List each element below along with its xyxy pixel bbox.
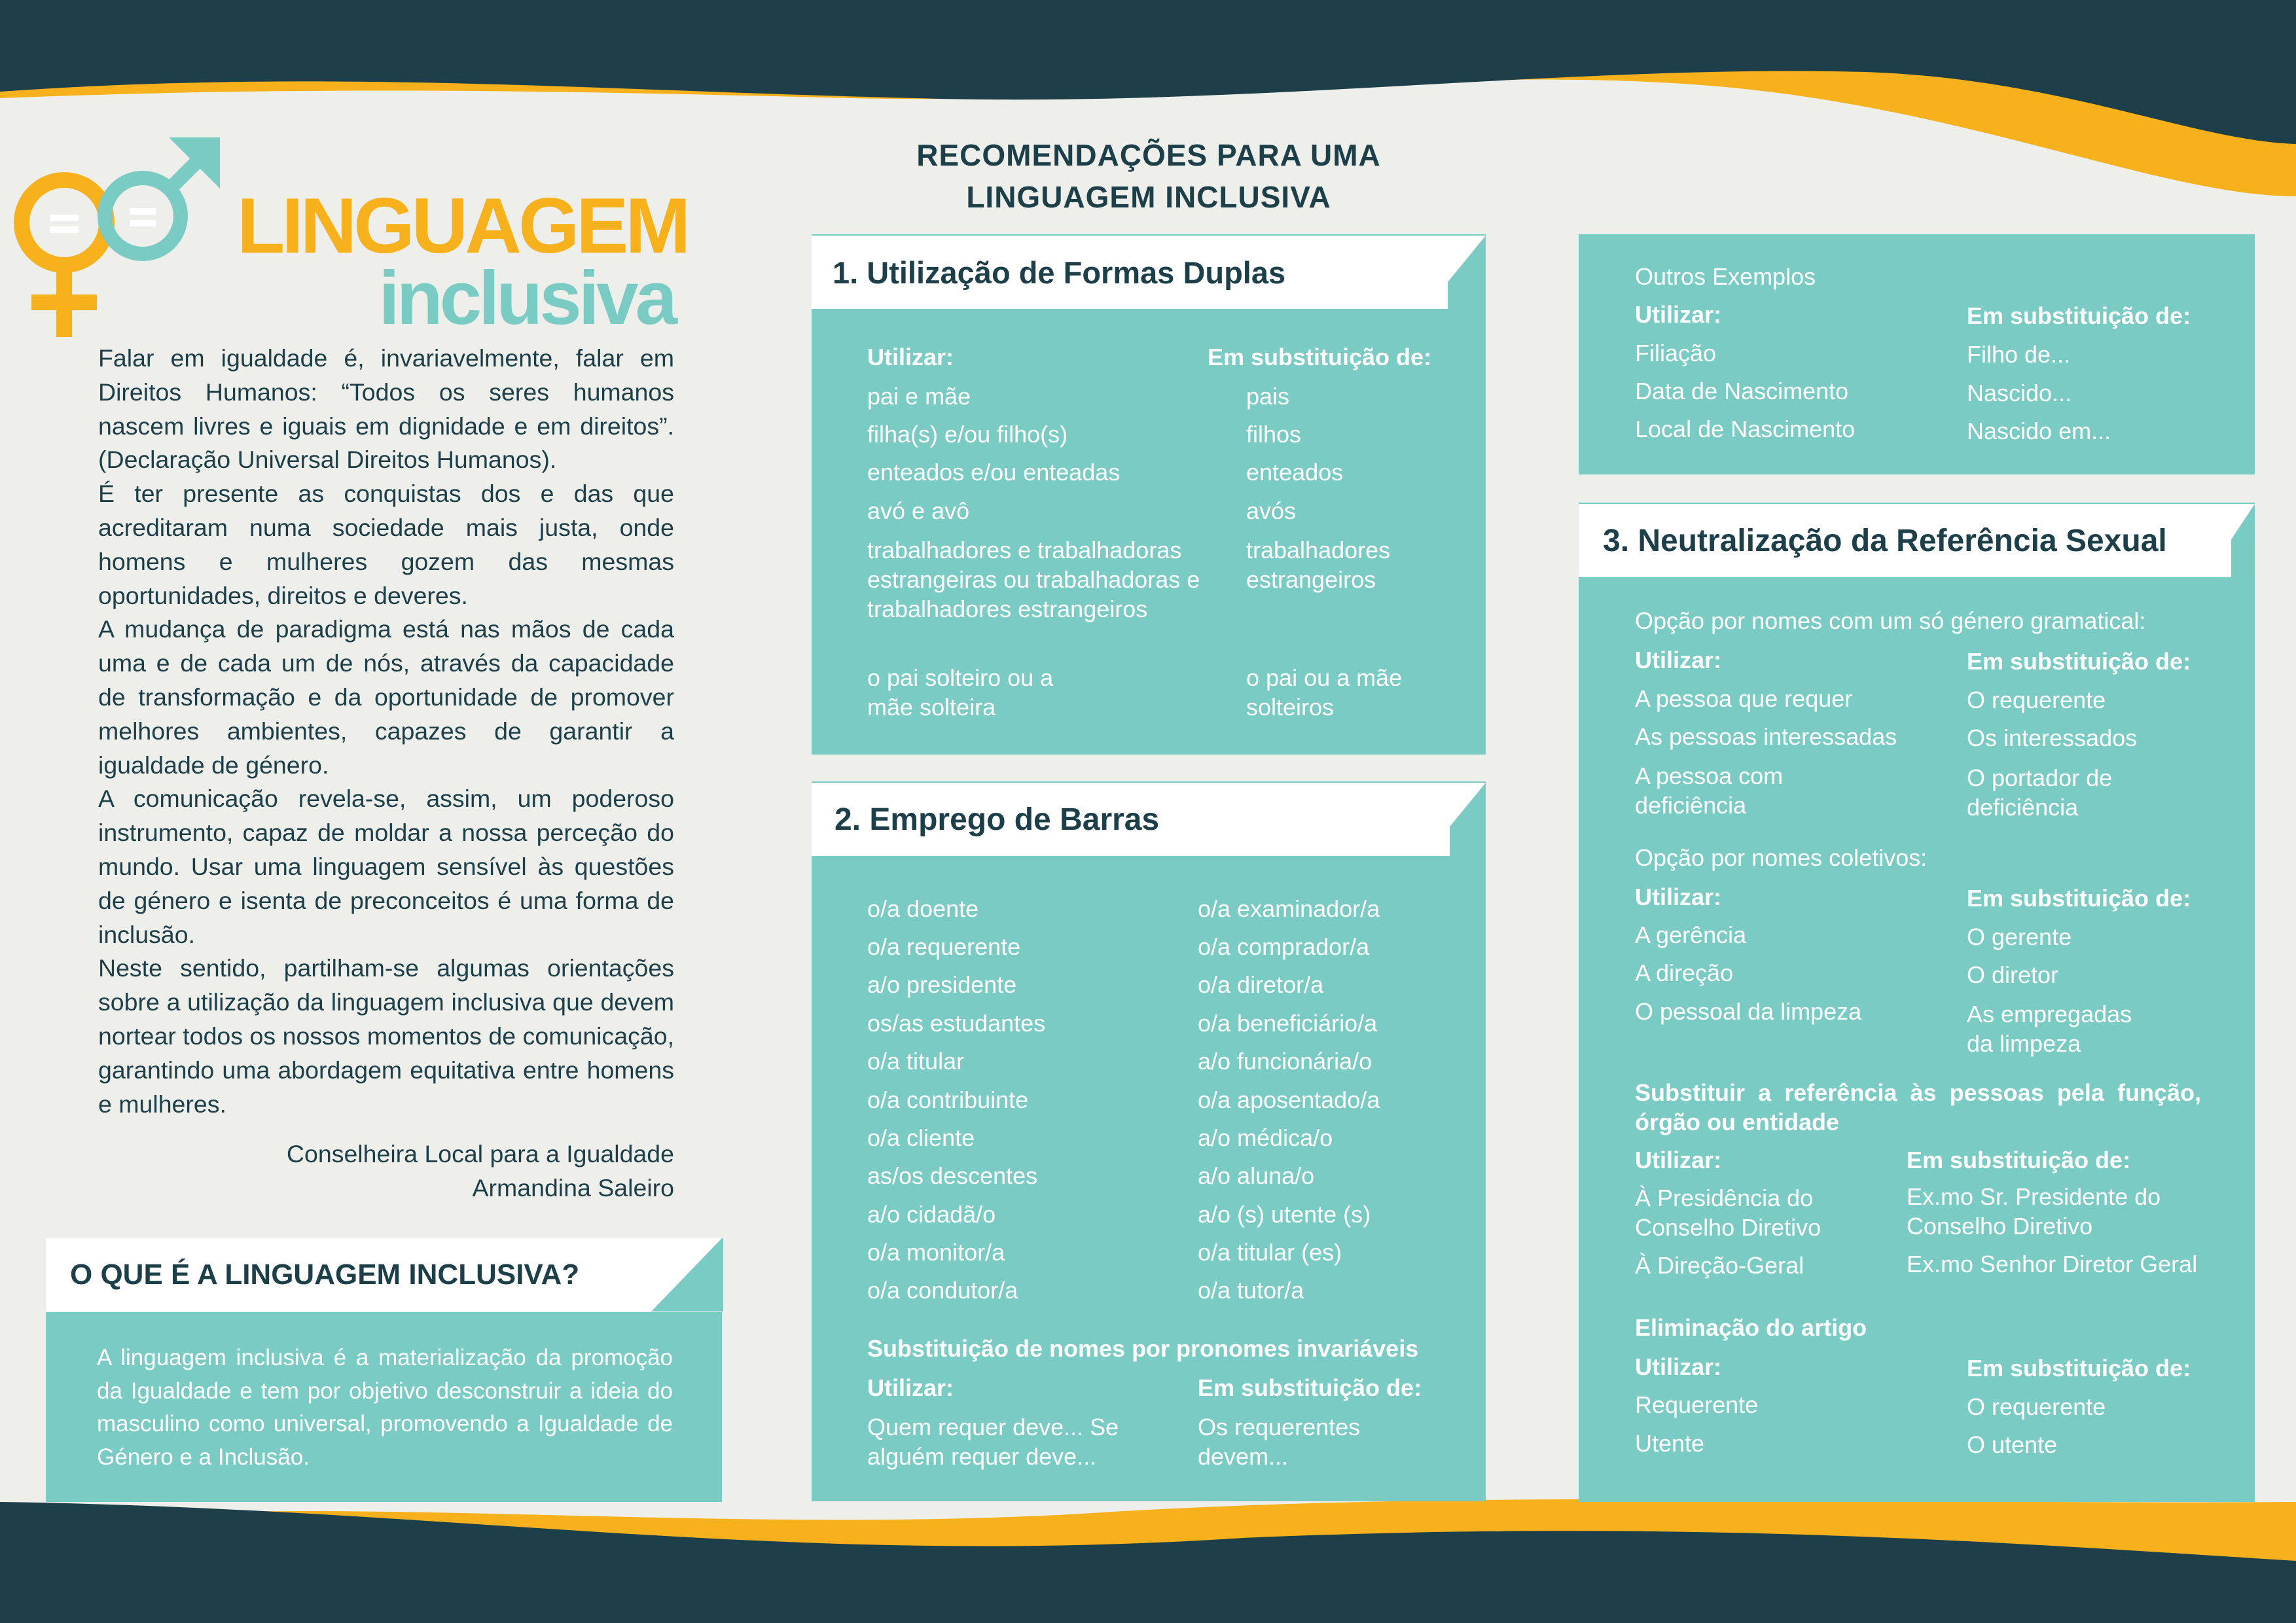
section1-col-instead: Em substituição de: [1208, 344, 1432, 370]
s1-instead-4: trabalhadores estrangeiros [1246, 537, 1391, 593]
s2-pronouns-heading: Substituição de nomes por pronomes invariáveis [867, 1335, 1419, 1362]
s3-col-use: Utilizar: [1635, 1147, 1722, 1173]
s2-left-0: o/a doente [867, 895, 979, 922]
signature [98, 1137, 674, 1205]
other-examples-heading: Outros Exemplos [1635, 263, 1816, 290]
heading-tab-corner [1427, 783, 1486, 855]
s3-g1-use-1: A direção [1635, 959, 1734, 986]
s2-right-1: o/a comprador/a [1198, 933, 1370, 960]
intro-paragraph: Falar em igualdade é, invariavelmente, falar em Direitos Humanos: “Todos os seres humanos nascem livres e iguais em dignidade e em direitos”. (Declaração Universal Direitos Humanos). [98, 344, 674, 474]
s3-g1-use-0: A gerência [1635, 921, 1747, 948]
s2-col-use: Utilizar: [867, 1374, 954, 1401]
s3-col-instead: Em substituição de: [1967, 1355, 2191, 1382]
heading-tab-corner [651, 1238, 723, 1311]
recommendations-title [812, 134, 1486, 218]
heading-tab-corner [1427, 236, 1486, 308]
s1-instead-0: pais [1246, 383, 1290, 410]
s2-right-5: o/a aposentado/a [1198, 1086, 1380, 1113]
logo-word-inclusiva: inclusiva [378, 255, 674, 340]
definition-heading-tab [46, 1238, 675, 1311]
s2-left-1: o/a requerente [867, 933, 1021, 960]
logo-wordmark [237, 182, 688, 340]
s3-g0-use-0: A pessoa que requer [1635, 685, 1853, 712]
s3-g1-instead-1: O diretor [1967, 961, 2059, 988]
s2-left-7: as/os descentes [867, 1162, 1038, 1189]
other-use-1: Data de Nascimento [1635, 378, 1849, 404]
s2-right-2: o/a diretor/a [1198, 971, 1324, 998]
s2-right-8: a/o (s) utente (s) [1198, 1201, 1371, 1228]
s2-right-6: a/o médica/o [1198, 1124, 1333, 1151]
definition-text: A linguagem inclusiva é a materialização da promoção da Igualdade e tem por objetivo desconstruir a ideia do masculino como universal, promovendo a Igualdade de Género e a Inclusão. [97, 1345, 673, 1470]
s2-right-3: o/a beneficiário/a [1198, 1010, 1378, 1037]
section3-heading-tab [1579, 504, 2231, 577]
section1-col-use: Utilizar: [867, 344, 954, 370]
s1-use-3: avó e avô [867, 497, 970, 524]
s3-group-title: Substituir a referência às pessoas pela função, órgão ou entidade [1635, 1079, 2201, 1135]
definition-heading: O QUE É A LINGUAGEM INCLUSIVA? [70, 1258, 580, 1291]
s2-right-0: o/a examinador/a [1198, 895, 1380, 922]
section3-heading: 3. Neutralização da Referência Sexual [1603, 523, 2167, 558]
intro-paragraph: A comunicação revela-se, assim, um poderoso instrumento, capaz de moldar a nossa perceção do mundo. Usar uma linguagem sensível às questões de género e isenta de preconceitos é uma forma de inclusão. [98, 785, 674, 948]
s2-col-instead: Em substituição de: [1198, 1374, 1422, 1401]
section1-heading: 1. Utilização de Formas Duplas [833, 255, 1286, 290]
s2-left-3: os/as estudantes [867, 1010, 1046, 1037]
gender-equality-symbols-icon [12, 131, 228, 347]
s1-use-0: pai e mãe [867, 383, 971, 410]
s3-g0-instead-0: O requerente [1967, 687, 2106, 713]
s2-left-10: o/a condutor/a [867, 1277, 1018, 1304]
s3-g3-instead-0: O requerente [1967, 1393, 2106, 1420]
s1-instead-2: enteados [1246, 459, 1344, 486]
section2-heading: 2. Emprego de Barras [834, 802, 1160, 837]
intro-paragraph: Neste sentido, partilham-se algumas orientações sobre a utilização da linguagem inclusiva que devem nortear todos os nossos momentos de comunicação, garantindo uma abordagem equitativa entre homens e mulheres. [98, 954, 674, 1118]
s1-use-1: filha(s) e/ou filho(s) [867, 421, 1068, 448]
s2-right-7: a/o aluna/o [1198, 1162, 1315, 1189]
s3-col-instead: Em substituição de: [1967, 885, 2191, 912]
s3-g3-instead-1: O utente [1967, 1431, 2058, 1458]
other-use-0: Filiação [1635, 340, 1717, 366]
section1-heading-tab [812, 236, 1448, 309]
s3-g1-instead-0: O gerente [1967, 923, 2072, 950]
other-instead-1: Nascido... [1967, 380, 2072, 406]
s3-g0-instead-2: O portador de deficiência [1967, 764, 2113, 821]
s2-right-9: o/a titular (es) [1198, 1239, 1342, 1266]
s1-instead-1: filhos [1246, 421, 1302, 448]
s2-left-6: o/a cliente [867, 1124, 975, 1151]
s1-use-5: o pai solteiro ou a mãe solteira [867, 664, 1054, 721]
s1-instead-5: o pai ou a mãe solteiros [1246, 664, 1403, 721]
s1-instead-3: avós [1246, 497, 1297, 524]
s2-left-9: o/a monitor/a [867, 1239, 1005, 1266]
s2-left-4: o/a titular [867, 1048, 965, 1075]
other-instead-0: Filho de... [1967, 341, 2071, 368]
s3-g0-use-1: As pessoas interessadas [1635, 723, 1897, 750]
s3-col-instead: Em substituição de: [1967, 648, 2191, 675]
s3-g3-use-1: Utente [1635, 1430, 1705, 1457]
s3-g0-use-2: A pessoa com deficiência [1635, 762, 1784, 819]
intro-paragraph: A mudança de paradigma está nas mãos de cada uma e de cada um de nós, através da capacidade de transformação e da oportunidade de promover melhores ambientes, capazes de garantir a igualdade de género. [98, 615, 674, 779]
s2-right-4: a/o funcionária/o [1198, 1048, 1372, 1075]
section2-heading-tab [812, 783, 1450, 856]
s3-g0-instead-1: Os interessados [1967, 724, 2138, 751]
s1-use-4: trabalhadores e trabalhadoras estrangeiras ou trabalhadoras e trabalhadores estrangeiros [867, 537, 1200, 622]
s3-col-use: Utilizar: [1635, 1353, 1722, 1380]
s3-col-use: Utilizar: [1635, 647, 1722, 673]
s1-use-2: enteados e/ou enteadas [867, 459, 1121, 486]
s3-group-title: Opção por nomes coletivos: [1635, 844, 1928, 871]
s3-col-instead: Em substituição de: [1907, 1147, 2131, 1173]
s3-g2-use-0: À Presidência do Conselho Diretivo [1635, 1185, 1821, 1241]
recommendations-title-line: RECOMENDAÇÕES PARA UMA [916, 138, 1381, 172]
other-col-use: Utilizar: [1635, 301, 1722, 328]
recommendations-title-line: LINGUAGEM INCLUSIVA [966, 180, 1331, 214]
s3-g2-use-1: À Direção-Geral [1635, 1252, 1804, 1279]
s3-g1-use-2: O pessoal da limpeza [1635, 998, 1862, 1025]
s2-left-2: a/o presidente [867, 971, 1017, 998]
intro-paragraph: É ter presente as conquistas dos e das que acreditaram numa sociedade mais justa, onde homens e mulheres gozem das mesmas oportunidades, direitos e deveres. [98, 480, 674, 609]
logo-word-linguagem: LINGUAGEM [237, 182, 688, 270]
s3-group-title: Eliminação do artigo [1635, 1314, 1867, 1341]
s3-group-title: Opção por nomes com um só género gramatical: [1635, 607, 2146, 634]
s2-pronoun-use: Quem requer deve... Se alguém requer deve... [867, 1414, 1119, 1470]
intro-text [98, 342, 674, 1121]
other-col-instead: Em substituição de: [1967, 302, 2191, 329]
s3-g2-instead-1: Ex.mo Senhor Diretor Geral [1907, 1251, 2198, 1277]
s3-col-use: Utilizar: [1635, 883, 1722, 910]
s2-left-5: o/a contribuinte [867, 1086, 1029, 1113]
s2-right-10: o/a tutor/a [1198, 1277, 1304, 1304]
other-use-2: Local de Nascimento [1635, 416, 1856, 442]
signature-name: Armandina Saleiro [472, 1174, 674, 1202]
signature-role: Conselheira Local para a Igualdade [286, 1140, 674, 1168]
other-instead-2: Nascido em... [1967, 418, 2111, 444]
s2-left-8: a/o cidadã/o [867, 1201, 996, 1228]
s3-g3-use-0: Requerente [1635, 1391, 1759, 1418]
heading-tab-corner [2207, 504, 2255, 576]
s3-g1-instead-2: As empregadas da limpeza [1967, 1001, 2132, 1057]
s3-g2-instead-0: Ex.mo Sr. Presidente do Conselho Diretivo [1907, 1183, 2161, 1240]
s2-pronoun-instead: Os requerentes devem... [1198, 1414, 1361, 1470]
